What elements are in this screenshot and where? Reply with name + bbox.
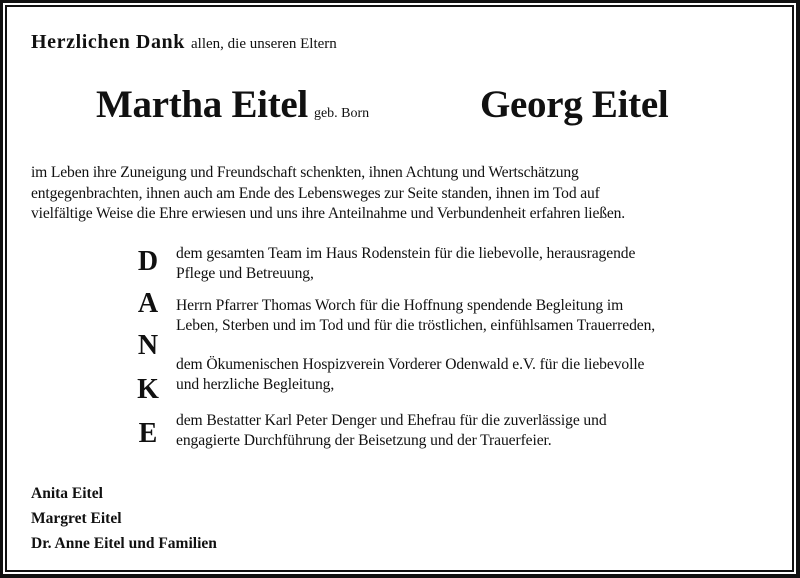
danke-letter-e: E — [138, 418, 158, 449]
thanks-item-pastor — [176, 296, 776, 336]
signer: Anita Eitel — [31, 485, 103, 502]
deceased-martha — [96, 82, 369, 127]
danke-letter-k: K — [137, 374, 159, 405]
thanks-item-hospice — [176, 355, 776, 395]
headline — [31, 31, 337, 54]
signers — [31, 481, 217, 556]
intro-line: entgegenbrachten, ihnen auch am Ende des Lebensweges zur Seite standen, ihnen im Tod auf — [31, 184, 600, 202]
thanks-line: dem Ökumenischen Hospizverein Vorderer Odenwald e.V. für die liebevolle — [176, 356, 645, 373]
deceased-georg — [480, 82, 668, 127]
deceased-name: Georg Eitel — [480, 83, 669, 126]
deceased-names — [0, 82, 800, 132]
thanks-line: Pflege und Betreuung, — [176, 265, 314, 282]
headline-rest: allen, die unseren Eltern — [191, 36, 337, 52]
intro-line: vielfältige Weise die Ehre erwiesen und uns ihre Anteilnahme und Verbundenheit erfahren ließen. — [31, 205, 626, 222]
intro-paragraph — [31, 163, 781, 225]
intro-line: im Leben ihre Zuneigung und Freundschaft schenkten, ihnen Achtung und Wertschätzung — [31, 164, 579, 181]
danke-letter-n: N — [137, 330, 159, 361]
thanks-line: und herzliche Begleitung, — [176, 376, 335, 393]
thanks-line: dem Bestatter Karl Peter Denger und Ehefrau für die zuverlässige und — [176, 412, 607, 429]
thanks-item-care-home — [176, 244, 776, 284]
danke-letter-a: A — [137, 288, 159, 319]
thanks-line: engagierte Durchführung der Beisetzung und der Trauerfeier. — [176, 432, 552, 449]
signer: Margret Eitel — [31, 510, 122, 527]
danke-letter-d: D — [137, 246, 159, 277]
signer: Dr. Anne Eitel und Familien — [31, 535, 217, 552]
thanks-item-undertaker — [176, 411, 776, 451]
thanks-line: dem gesamten Team im Haus Rodenstein für die liebevolle, herausragende — [176, 245, 636, 262]
deceased-name: Martha Eitel — [96, 83, 308, 126]
thanks-line: Leben, Sterben und im Tod und für die tröstlichen, einfühlsamen Trauerreden, — [176, 317, 656, 334]
thanks-line: Herrn Pfarrer Thomas Worch für die Hoffnung spendende Begleitung im — [176, 297, 624, 314]
birth-name-note: geb. Born — [313, 106, 370, 121]
headline-bold: Herzlichen Dank — [31, 31, 185, 53]
